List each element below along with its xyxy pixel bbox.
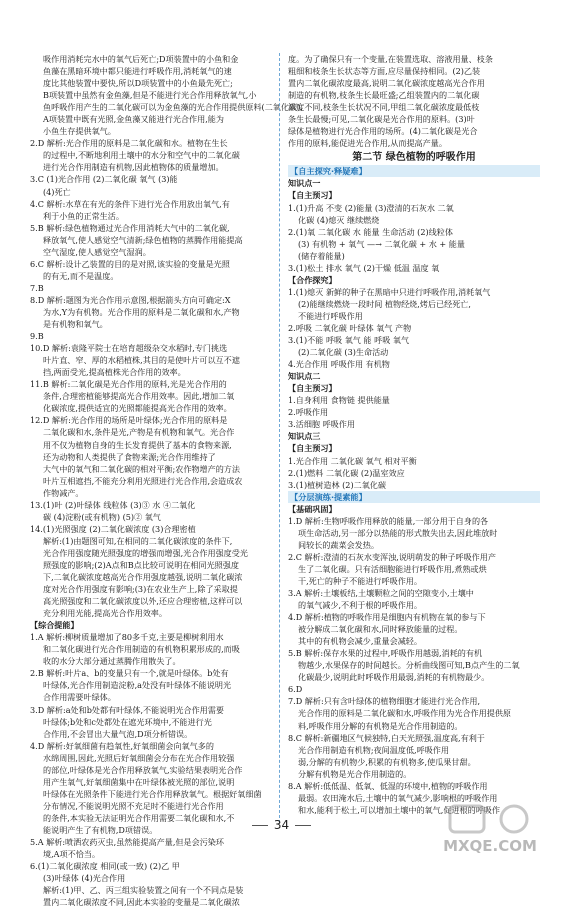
text-line: 和二氧化碳进行光合作用制造的有机物积累形成的,而吸	[43, 644, 240, 655]
subheading: 知识点一	[288, 178, 321, 189]
text-line: 间较长的蔬菜会发热。	[298, 539, 379, 550]
text-line: 置内二氧化碳浓度最高,说明二氧化碳浓度越高光合作用	[288, 78, 485, 89]
text-line: 和水,能利于松土,可以增加土壤中的氧气,促进根的呼吸作	[298, 804, 500, 815]
subheading: 【合作探究】	[288, 274, 337, 285]
text-line: 4.D 解析:好氧细菌有趋氧性,好氧细菌会向氧气多的	[30, 740, 214, 751]
text-line: 叶绿体在光照条件下能进行光合作用释放氧气。根据好氧细菌	[43, 788, 262, 799]
text-line: 9.B	[30, 331, 44, 342]
text-line: 物越少,水果保存的时间越长。分析曲线图可知,B点产生的二氧	[298, 660, 520, 671]
text-line: 的部位,叶绿体是光合作用释放氧气,实验结果表明光合作	[43, 764, 243, 775]
text-line: 项生命活动,另一部分以热能的形式散失出去,因此堆放时	[298, 527, 498, 538]
text-line: 3.活细胞 呼吸作用	[288, 419, 355, 430]
watermark-logo	[420, 800, 560, 856]
text-line: 度对光合作用强度有影响;(3)在农业生产上,除了采取提	[43, 584, 238, 595]
text-line: 其中的有机物会减少,重量会减轻。	[298, 636, 422, 647]
text-line: 8.C 解析:新疆地区气候独特,白天光照强,温度高,有利于	[288, 732, 485, 743]
text-line: 1.自身利用 食物链 提供能量	[288, 395, 390, 406]
text-line: 小鱼生存提供氧气。	[43, 126, 116, 137]
text-line: 解析:(1)甲、乙、丙三组实验装置之间有一个不同点是装	[43, 885, 244, 896]
text-line: 1.(1)熄灭 新鲜的种子在黑暗中只进行呼吸作用,消耗氧气	[288, 286, 491, 297]
text-line: (4)死亡	[43, 186, 71, 197]
text-line: (3) 有机物 + 氧气 —→ 二氧化碳 + 水 + 能量	[298, 238, 465, 249]
text-line: 11.B 解析:二氧化碳是光合作用的原料,光是光合作用的	[30, 379, 227, 390]
text-line: 叶片互相遮挡,不能充分利用光照进行光合作用,会造成农	[43, 475, 243, 486]
text-line: 4.C 解析:水草在有光的条件下进行光合作用放出氧气,有	[30, 198, 230, 209]
text-line: 置内二氧化碳浓度不同,因此本实验的变量是二氧化碳浓	[43, 897, 240, 908]
text-line: 1.A 解析:柳树质量增加了80多千克,主要是柳树利用水	[30, 632, 224, 643]
text-line: 为水,Y为有机物。光合作用的原料是二氧化碳和水,产物	[43, 306, 240, 317]
text-line: (2)能继续燃烧一段时间 植物经烧,烤后已经死亡,	[298, 298, 471, 309]
text-line: 6.D	[288, 684, 303, 695]
text-line: 释放氧气,使人感觉空气清新;绿色植物的蒸腾作用能提高	[43, 234, 243, 245]
text-line: 不能进行呼吸作用	[298, 310, 363, 321]
text-line: 条件,合理密植能够提高光合作用效率。因此,增加二氧	[43, 391, 235, 402]
text-line: 叶绿体,光合作用制造淀粉,a处没有叶绿体不能说明光	[43, 680, 232, 691]
text-line: A项装置中既有光照,金鱼藻又能进行光合作用,能为	[43, 114, 224, 125]
text-line: 3.(1)松土 排水 氧气 (2)干燥 低温 温度 氧	[288, 262, 440, 273]
right-column	[288, 53, 540, 816]
text-line: 6.(1)二氧化碳浓度 相同(或一致) (2)乙 甲	[30, 861, 180, 872]
text-line: 5.A 解析:喷洒农药灭虫,虽然能提高产量,但是会污染环	[30, 837, 224, 848]
text-line: 光合作用强度随光照强度的增强而增强,光合作用强度受光	[43, 547, 248, 558]
text-line: 光合作用的原料是二氧化碳和水,呼吸作用为光合作用提供原	[298, 708, 512, 719]
text-line: 绿体是植物进行光合作用的场所。(4)二氧化碳是光合	[288, 126, 478, 137]
text-line: 境,A项不恰当。	[43, 849, 100, 860]
text-line: 分布情况,不能说明光照不充足时不能进行光合作用	[43, 800, 224, 811]
text-line: 3.C (1)光合作用 (2)二氧化碳 氧气 (3)能	[30, 174, 178, 185]
subheading: 【综合提能】	[30, 620, 79, 631]
text-line: 1.(1)升高 不变 (2)能量 (3)澄清的石灰水 二氧	[288, 202, 454, 213]
text-line: 最弱。农田淹水后,土壤中的氧气减少,影响根的呼吸作用	[298, 792, 498, 803]
subheading: 知识点三	[288, 431, 321, 442]
text-line: 干,死亡的种子不能进行呼吸作用。	[298, 575, 422, 586]
text-line: 化碳最少,说明此时呼吸作用最弱,消耗的有机物最少。	[298, 672, 490, 683]
text-line: B项装置中虽然有金鱼藻,但是不能进行光合作用释放氧气,小	[43, 90, 257, 101]
text-line: 1.D 解析:生物呼吸作用释放的能量,一部分用于自身的各	[288, 515, 489, 526]
text-line: 5.B 解析:保存水果的过程中,呼吸作用越弱,消耗的有机	[288, 648, 483, 659]
subheading: 【自主预习】	[288, 383, 337, 394]
text-line: 3.(1)不能 呼吸 氧气 能 呼吸 氧气	[288, 335, 410, 346]
text-line: 8.A 解析:低低温、低氧、低湿的环境中,植物的呼吸作用	[288, 780, 488, 791]
section-band-heading: 【分层演练·提素能】	[288, 491, 540, 503]
text-line: 4.D 解析:植物的呼吸作用是细胞内有机物在氧的参与下	[288, 612, 486, 623]
text-line: 5.B 解析:绿色植物通过光合作用消耗大气中的二氧化碳,	[30, 222, 230, 233]
text-line: 作用的原料,能促进光合作用,从而提高产量。	[288, 138, 447, 149]
text-line: 解析:(1)由题图可知,在相同的二氧化碳浓度的条件下,	[43, 535, 233, 546]
text-line: 化碳 (4)熄灭 继续燃烧	[298, 214, 380, 225]
text-line: 化碳浓度,提供适宜的光照都能提高光合作用的效率。	[43, 403, 232, 414]
text-line: 的有无,而不是温度。	[43, 270, 119, 281]
text-line: 叶片直、窄、厚的水稻植株,其目的是使叶片可以互不遮	[43, 355, 240, 366]
text-line: 水绵周围,因此,光照后好氧细菌会分布在光合作用较强	[43, 752, 235, 763]
text-line: 2.D 解析:光合作用的原料是二氧化碳和水。植物在生长	[30, 138, 228, 149]
text-line: 生了二氧化碳。只有活细胞能进行呼吸作用,煮熟或烘	[298, 563, 487, 574]
subheading: 【自主预习】	[288, 190, 337, 201]
text-line: 2.B 解析:叶片a、b的变量只有一个,就是叶绿体。b处有	[30, 668, 229, 679]
text-line: 7.B	[30, 282, 44, 293]
page-number: 34	[0, 818, 563, 832]
text-line: 光合作用制造有机物;夜间温度低,呼吸作用	[298, 744, 449, 755]
text-line: 的氧气减少,不利于根的呼吸作用。	[298, 600, 422, 611]
column-divider	[279, 53, 280, 823]
text-line: 照强度的影响;(2)A点和B点比较可说明在相同光照强度	[43, 559, 239, 570]
text-line: 碳 (4)淀粉(或有机物) (5)② 氧气	[43, 511, 161, 522]
text-line: 进行光合作用制造有机物,因此植物体的质量增加。	[43, 162, 224, 173]
text-line: 10.D 解析:袁隆平院士在培育超级杂交水稻时,专门挑选	[30, 343, 228, 354]
text-line: 空气湿度,使人感觉空气湿润。	[43, 246, 151, 257]
text-line: 收的水分大部分通过蒸腾作用散失了。	[43, 656, 181, 667]
text-line: 粗细和枝条生长状态等方面,应尽量保持相同。(2)乙装	[288, 66, 481, 77]
text-line: 7.D 解析:只有含叶绿体的植物细胞才能进行光合作用,	[288, 696, 481, 707]
text-line: 3.A 解析:土壤板结,土壤颗粒之间的空隙变小,土壤中	[288, 588, 474, 599]
text-line: 度比其他装置中要快,所以D项装置中的小鱼最先死亡;	[43, 78, 233, 89]
text-line: 制造的有机物,枝条生长最旺盛;乙组装置内的二氧化碳	[288, 90, 480, 101]
text-line: 14.(1)光照强度 (2)二氧化碳浓度 (3)合理密植	[30, 523, 196, 534]
text-line: (3)叶绿体 (4)光合作用	[43, 873, 126, 884]
text-line: 的条件,本实验无法证明光合作用需要二氧化碳和水,不	[43, 812, 235, 823]
text-line: 3.D 解析:a处和b处都有叶绿体,不能说明光合作用需要	[30, 704, 224, 715]
text-line: 合作用需要叶绿体。	[43, 692, 116, 703]
text-line: 的过程中,不断地利用土壤中的水分和空气中的二氧化碳	[43, 150, 240, 161]
text-line: 3.(1)植树造林 (2)二氧化碳	[288, 479, 386, 490]
text-line: 合作用,不会冒出大量气泡,D项分析错误。	[43, 728, 193, 739]
text-line: 大气中的氧气和二氧化碳的相对平衡;农作物增产的方法	[43, 463, 240, 474]
text-line: 作物减产。	[43, 487, 84, 498]
text-line: (2)二氧化碳 (3)生命活动	[298, 347, 389, 358]
text-line: 2.(1)燃料 二氧化碳 (2)温室效应	[288, 467, 405, 478]
text-line: 2.C 解析:澄清的石灰水变浑浊,说明萌发的种子呼吸作用产	[288, 551, 496, 562]
text-line: 鱼藻在黑暗环境中都只能进行呼吸作用,消耗氧气的速	[43, 66, 232, 77]
text-line: 12.D 解析:光合作用的场所是叶绿体;光合作用的原料是	[30, 415, 228, 426]
text-line: 用产生氧气,好氧细菌集中在叶绿体被光照的部位,说明	[43, 776, 235, 787]
text-line: 浓度不同,枝条生长状况不同,甲组二氧化碳浓度最低枝	[288, 102, 480, 113]
text-line: 利于小鱼的正常生活。	[43, 210, 124, 221]
text-line: 鱼呼吸作用产生的二氧化碳可以为金鱼藻的光合作用提供原料(二氧化碳),	[43, 102, 303, 113]
text-line: 2.呼吸 二氧化碳 叶绿体 氧气 产物	[288, 322, 412, 333]
section-title: 第二节 绿色植物的呼吸作用	[352, 152, 476, 164]
text-line: 分解有机物是光合作用制造的。	[298, 768, 412, 779]
text-line: 能说明产生了有机物,D项错误。	[43, 825, 158, 835]
text-line: 6.C 解析:设计乙装置的目的是对照,该实验的变量是光照	[30, 258, 230, 269]
text-line: 13.(1)叶 (2)叶绿体 线粒体 (3)③ 水 ④二氧化	[30, 499, 196, 510]
watermark-text: MXQE.COM	[443, 837, 537, 855]
text-line: 条生长最慢;可见,二氧化碳是光合作用的原料。(3)叶	[288, 114, 475, 125]
text-line: (储存着能量)	[298, 250, 345, 261]
text-line: 料,呼吸作用分解的有机物是光合作用制造的。	[298, 720, 463, 731]
subheading: 知识点二	[288, 371, 321, 382]
text-line: 叶绿体;b处和c处都处在遮光环境中,不能进行光	[43, 716, 212, 727]
text-line: 度。为了确保只有一个变量,在装置选取、溶液用量、枝条	[288, 54, 493, 64]
text-line: 挡,两面受光,提高植株光合作用的效率。	[43, 367, 186, 378]
text-line: 被分解成二氧化碳和水,同时释放能量的过程。	[298, 624, 463, 635]
text-line: 弱,分解的有机物少,积累的有机物多,使瓜果甘甜。	[298, 756, 476, 767]
text-line: 2.呼吸作用	[288, 407, 329, 418]
text-line: 是有机物和氧气。	[43, 319, 108, 330]
text-line: 高光照强度和二氧化碳浓度以外,还应合理密植,这样可以	[43, 596, 243, 607]
section-band-heading: 【自主探究·释疑难】	[288, 165, 540, 177]
text-line: 8.D 解析:题图为光合作用示意图,根据箭头方向可确定:X	[30, 294, 231, 305]
text-line: 用不仅为植物自身的生长发育提供了基本的食物来源,	[43, 439, 232, 450]
text-line: 吸作用消耗完水中的氧气后死亡;D项装置中的小鱼和金	[43, 54, 239, 64]
text-line: 1.光合作用 二氧化碳 氧气 相对平衡	[288, 455, 417, 466]
subheading: 【基础巩固】	[288, 503, 337, 514]
text-line: 充分利用光能,提高光合作用效率。	[43, 608, 167, 619]
subheading: 【自主预习】	[288, 443, 337, 454]
text-line: 下,二氧化碳浓度越高光合作用强度越强,说明二氧化碳浓	[43, 572, 243, 583]
text-line: 2.(1)氧 二氧化碳 水 能量 生命活动 (2)线粒体	[288, 226, 453, 237]
text-line: 还为动物和人类提供了食物来源;光合作用维持了	[43, 451, 216, 462]
text-line: 二氧化碳和水,条件是光,产物是有机物和氧气。光合作	[43, 427, 235, 438]
text-line: 4.光合作用 呼吸作用 有机物	[288, 359, 390, 370]
